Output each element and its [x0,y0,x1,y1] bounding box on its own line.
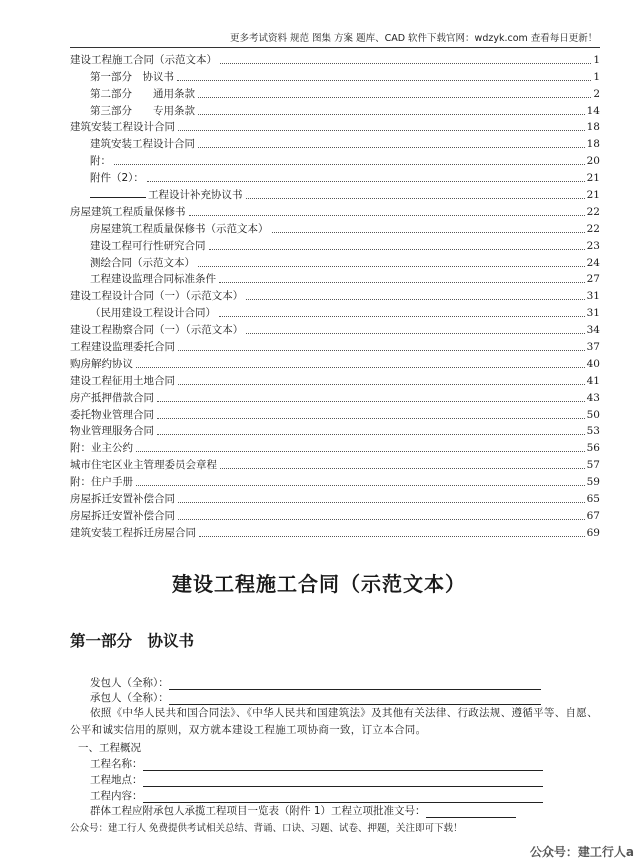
toc-leader-dots [147,181,585,182]
toc-entry-title [70,493,175,506]
toc-entry[interactable] [70,84,600,101]
watermark: 公众号：建工行人a [529,845,634,859]
toc-entry-title [70,324,243,337]
toc-entry-title [70,392,154,405]
toc-entry-title [70,442,133,455]
toc-entry[interactable] [70,489,600,506]
employer-field [90,676,541,690]
toc-entry-text: 建筑安装工程拆迁房屋合同 [70,526,196,539]
toc-leader-dots [136,485,585,486]
toc-leader-dots [189,215,585,216]
toc-entry-text: 附：住户手册 [70,476,133,489]
project-name-label: 工程名称： [90,758,143,770]
toc-entry-title [70,290,243,303]
toc-leader-dots [157,401,585,402]
toc-entry-page: 27 [586,273,600,286]
toc-entry[interactable] [70,303,600,320]
toc-entry-title [70,459,217,472]
toc-entry[interactable] [70,388,600,405]
toc-entry[interactable] [70,50,600,67]
toc-entry-page: 18 [586,121,600,134]
group-project-label: 群体工程应附承包人承揽工程项目一览表（附件 1）工程立项批准文号： [90,805,426,817]
toc-entry-page: 50 [586,408,600,421]
toc-entry[interactable] [70,286,600,303]
employer-blank [169,678,541,690]
toc-entry-title [90,307,216,320]
toc-leader-dots [157,434,585,435]
toc-entry[interactable] [70,422,600,439]
toc-entry-text: 建设工程施工合同（示范文本） [70,53,217,66]
toc-entry[interactable] [70,506,600,523]
toc-entry-page: 1 [593,53,600,66]
toc-leader-dots [136,451,585,452]
toc-entry-page: 21 [586,189,600,202]
toc-entry-page: 56 [586,442,600,455]
toc-entry-blank [90,188,146,198]
toc-entry[interactable] [70,202,600,219]
toc-entry-text: 房屋建筑工程质量保修书 [70,205,186,218]
toc-leader-dots [114,164,585,165]
toc-entry[interactable] [70,101,600,118]
toc-entry-title [90,71,174,84]
toc-entry-title [90,273,216,286]
toc-entry-text: 第三部分 专用条款 [90,104,195,117]
toc-entry[interactable] [70,438,600,455]
table-of-contents [70,50,600,540]
toc-entry-text: 房屋建筑工程质量保修书（示范文本） [90,222,269,235]
toc-leader-dots [198,114,585,115]
toc-entry-page: 37 [586,341,600,354]
contractor-blank [169,693,541,705]
project-location-blank [143,775,543,787]
toc-entry-title [90,257,195,270]
basis-paragraph: 依照《中华人民共和国合同法》、《中华人民共和国建筑法》及其他有关法律、行政法规、遵循平等、自愿、公平和诚实信用的原则，双方就本建设工程施工项协商一致，订立本合同。 [70,707,598,736]
toc-entry-page: 40 [586,357,600,370]
toc-entry-text: 建筑安装工程设计合同 [70,121,175,134]
toc-entry-title [70,409,154,422]
toc-entry[interactable] [70,320,600,337]
toc-leader-dots [220,63,591,64]
toc-entry-page: 1 [593,70,600,83]
document-title: 建设工程施工合同（示范文本） [172,572,466,596]
toc-entry-text: 建设工程设计合同（一）（示范文本） [70,290,244,303]
toc-entry[interactable] [70,118,600,135]
toc-entry-title [70,510,175,523]
toc-entry-text: 建设工程可行性研究合同 [90,239,206,252]
toc-leader-dots [199,536,585,537]
toc-leader-dots [198,147,585,148]
toc-leader-dots [246,198,585,199]
toc-entry-text: 房屋拆迁安置补偿合同 [70,509,175,522]
toc-entry-page: 69 [586,526,600,539]
toc-entry-page: 22 [586,222,600,235]
header-note: 更多考试资料 规范 图集 方案 题库、CAD 软件下载官网：wdzyk.com 查看每日更新！ [230,33,598,44]
toc-entry-title [90,88,195,101]
toc-entry[interactable] [70,185,600,202]
toc-leader-dots [136,367,585,368]
toc-entry-page: 24 [586,256,600,269]
toc-entry[interactable] [70,354,600,371]
toc-leader-dots [178,502,585,503]
toc-leader-dots [178,130,585,131]
toc-entry-page: 22 [586,205,600,218]
toc-entry-text: 建设工程勘察合同（一）（示范文本） [70,324,244,337]
toc-entry-text: 第二部分 通用条款 [90,87,195,100]
toc-entry-page: 31 [586,290,600,303]
toc-entry-page: 2 [593,87,600,100]
toc-leader-dots [157,418,585,419]
toc-entry-text: 工程设计补充协议书 [148,189,243,202]
toc-leader-dots [219,282,585,283]
toc-entry-page: 31 [586,307,600,320]
project-content-field [90,789,543,803]
toc-leader-dots [178,384,585,385]
toc-entry[interactable] [70,219,600,236]
toc-entry-title [70,425,154,438]
toc-entry[interactable] [70,134,600,151]
toc-entry-text: 委托物业管理合同 [70,408,154,421]
project-location-label: 工程地点： [90,774,143,786]
toc-entry-text: 测绘合同（示范文本） [90,256,195,269]
toc-entry[interactable] [70,337,600,354]
toc-entry-title [90,155,111,168]
toc-entry-title [70,476,133,489]
project-content-label: 工程内容： [90,790,143,802]
toc-entry-text: 第一部分 协议书 [90,70,174,83]
toc-entry-title [70,121,175,134]
toc-leader-dots [209,249,585,250]
toc-entry-title [70,54,217,67]
toc-entry[interactable] [70,455,600,472]
toc-entry-title [90,105,195,118]
toc-entry-text: 附： [90,155,111,168]
part-title: 第一部分 协议书 [70,632,195,650]
toc-entry-page: 67 [586,509,600,522]
group-project-field [90,804,516,818]
toc-entry-text: （民用建设工程设计合同） [90,307,216,320]
toc-entry-text: 建设工程征用土地合同 [70,374,175,387]
toc-entry-title [90,223,269,236]
toc-entry[interactable] [70,151,600,168]
contractor-label: 承包人（全称）： [90,692,169,704]
toc-entry-page: 23 [586,239,600,252]
toc-entry[interactable] [70,168,600,185]
contractor-field [90,691,541,705]
toc-leader-dots [178,350,585,351]
toc-entry[interactable] [70,253,600,270]
toc-leader-dots [219,316,585,317]
toc-entry[interactable] [70,405,600,422]
toc-entry-page: 41 [586,374,600,387]
toc-entry[interactable] [70,67,600,84]
toc-entry-text: 城市住宅区业主管理委员会章程 [70,459,217,472]
toc-entry-page: 59 [586,476,600,489]
employer-label: 发包人（全称）： [90,677,169,689]
toc-entry-text: 附：业主公约 [70,442,133,455]
toc-leader-dots [246,299,584,300]
toc-entry-title [90,172,144,185]
toc-leader-dots [246,333,584,334]
toc-entry-text: 房产抵押借款合同 [70,391,154,404]
toc-leader-dots [178,519,585,520]
toc-leader-dots [198,97,591,98]
toc-entry-text: 附件（2）： [90,172,144,185]
toc-entry-page: 43 [586,391,600,404]
toc-entry-page: 20 [586,155,600,168]
toc-entry-text: 物业管理服务合同 [70,425,154,438]
toc-leader-dots [198,266,585,267]
toc-entry-text: 工程建设监理合同标准条件 [90,273,216,286]
toc-leader-dots [220,468,585,469]
toc-entry-title [70,527,196,540]
toc-leader-dots [272,232,585,233]
toc-entry-title [90,188,243,202]
toc-entry-text: 工程建设监理委托合同 [70,341,175,354]
toc-entry[interactable] [70,472,600,489]
project-location-field [90,773,543,787]
section-one-heading: 一、工程概况 [78,742,141,754]
toc-entry[interactable] [70,270,600,287]
toc-entry-page: 53 [586,425,600,438]
project-name-blank [143,759,543,771]
toc-entry-title [90,138,195,151]
footer-note: 公众号：建工行人 免费提供考试相关总结、背诵、口诀、习题、试卷、押题，关注即可下载！ [70,823,463,834]
project-content-blank [143,791,543,803]
header-rule [70,47,600,48]
toc-entry[interactable] [70,236,600,253]
toc-entry-text: 购房解约协议 [70,357,133,370]
toc-entry[interactable] [70,371,600,388]
toc-entry-title [70,341,175,354]
toc-entry-page: 18 [586,138,600,151]
toc-entry-page: 57 [586,459,600,472]
toc-entry-title [70,375,175,388]
toc-entry[interactable] [70,523,600,540]
toc-entry-text: 建筑安装工程设计合同 [90,138,195,151]
toc-entry-page: 21 [586,172,600,185]
toc-entry-title [70,206,186,219]
toc-entry-page: 65 [586,493,600,506]
toc-entry-page: 14 [586,104,600,117]
toc-leader-dots [177,80,591,81]
toc-entry-page: 34 [586,324,600,337]
project-name-field [90,757,543,771]
toc-entry-title [70,358,133,371]
approval-number-blank [426,806,516,818]
toc-entry-title [90,240,206,253]
toc-entry-text: 房屋拆迁安置补偿合同 [70,493,175,506]
